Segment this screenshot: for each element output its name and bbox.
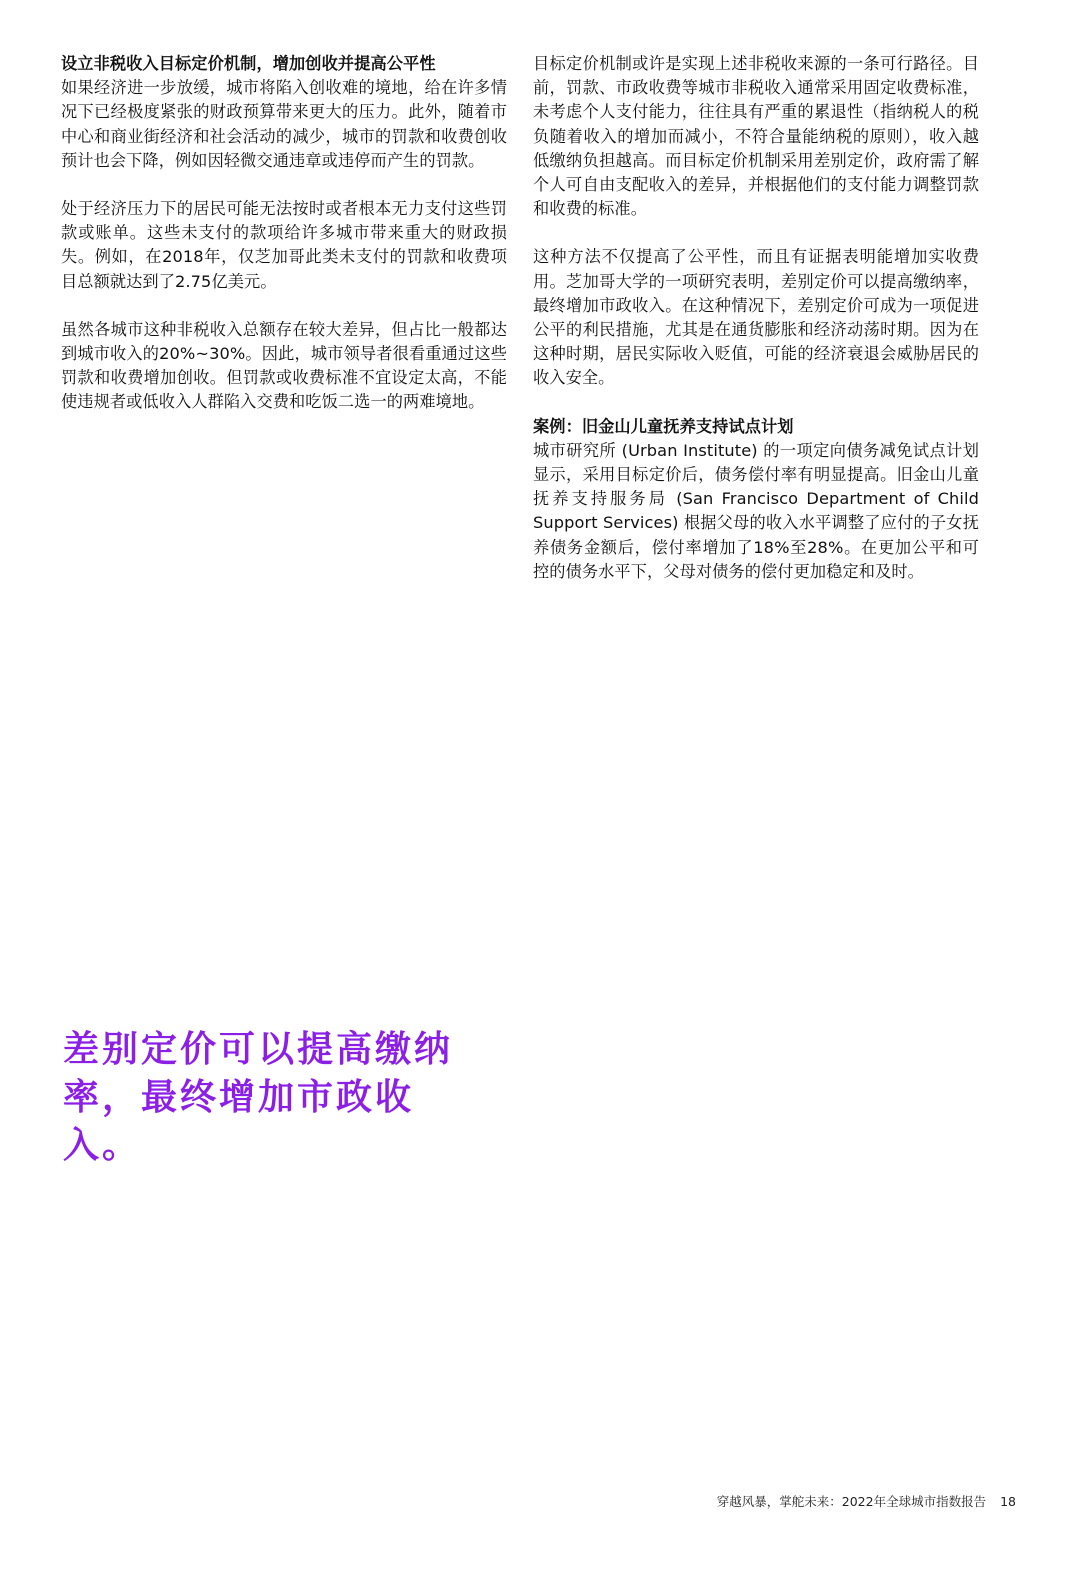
left-paragraph-1: 如果经济进一步放缓，城市将陷入创收难的境地，给在许多情况下已经极度紧张的财政预算带来更大的压力。此外，随着市中心和商业街经济和社会活动的减少，城市的罚款和收费创收预计也会下降，例如因轻微交通违章或违停而产生的罚款。 [61,78,507,170]
right-paragraph-1: 目标定价机制或许是实现上述非税收来源的一条可行路径。目前，罚款、市政收费等城市非税收入通常采用固定收费标准，未考虑个人支付能力，往往具有严重的累退性（指纳税人的税负随着收入的增加而减小，不符合量能纳税的原则），收入越低缴纳负担越高。而目标定价机制采用差别定价，政府需了解个人可自由支配收入的差异，并根据他们的支付能力调整罚款和收费的标准。 [533,54,979,219]
footer-title: 穿越风暴，掌舵未来：2022年全球城市指数报告 [716,1494,987,1509]
case-paragraph: 城市研究所 (Urban Institute) 的一项定向债务减免试点计划显示，采用目标定价后，债务偿付率有明显提高。旧金山儿童抚养支持服务局 (San Francisco Department of Child Support Services) 根据父母的收入水平调整了应付的子女抚养债务金额后，偿付率增加了18%至28%。在更加公平和可控的债务水平下，父母对债务的偿付更加稳定和及时。 [533,440,979,581]
case-heading: 案例：旧金山儿童抚养支持试点计划 [533,416,794,436]
page-footer [717,1492,1016,1510]
left-paragraph-3: 虽然各城市这种非税收入总额存在较大差异，但占比一般都达到城市收入的20%~30%。因此，城市领导者很看重通过这些罚款和收费增加创收。但罚款或收费标准不宜设定太高，不能使违规者或低收入人群陷入交费和吃饭二选一的两难境地。 [61,319,507,412]
pull-quote: 差别定价可以提高缴纳率，最终增加市政收入。 [63,1029,454,1166]
section-heading: 设立非税收入目标定价机制，增加创收并提高公平性 [61,54,436,73]
right-column [533,52,979,608]
left-column [61,52,507,439]
case-study [533,415,979,584]
right-paragraph-2: 这种方法不仅提高了公平性，而且有证据表明能增加实收费用。芝加哥大学的一项研究表明，差别定价可以提高缴纳率，最终增加市政收入。在这种情况下，差别定价可成为一项促进公平的利民措施，尤其是在通货膨胀和经济动荡时期。因为在这种时期，居民实际收入贬值，可能的经济衰退会威胁居民的收入安全。 [533,247,979,388]
left-paragraph-2: 处于经济压力下的居民可能无法按时或者根本无力支付这些罚款或账单。这些未支付的款项给许多城市带来重大的财政损失。例如，在2018年，仅芝加哥此类未支付的罚款和收费项目总额就达到了2.75亿美元。 [61,199,507,291]
page-number: 18 [1000,1494,1016,1509]
